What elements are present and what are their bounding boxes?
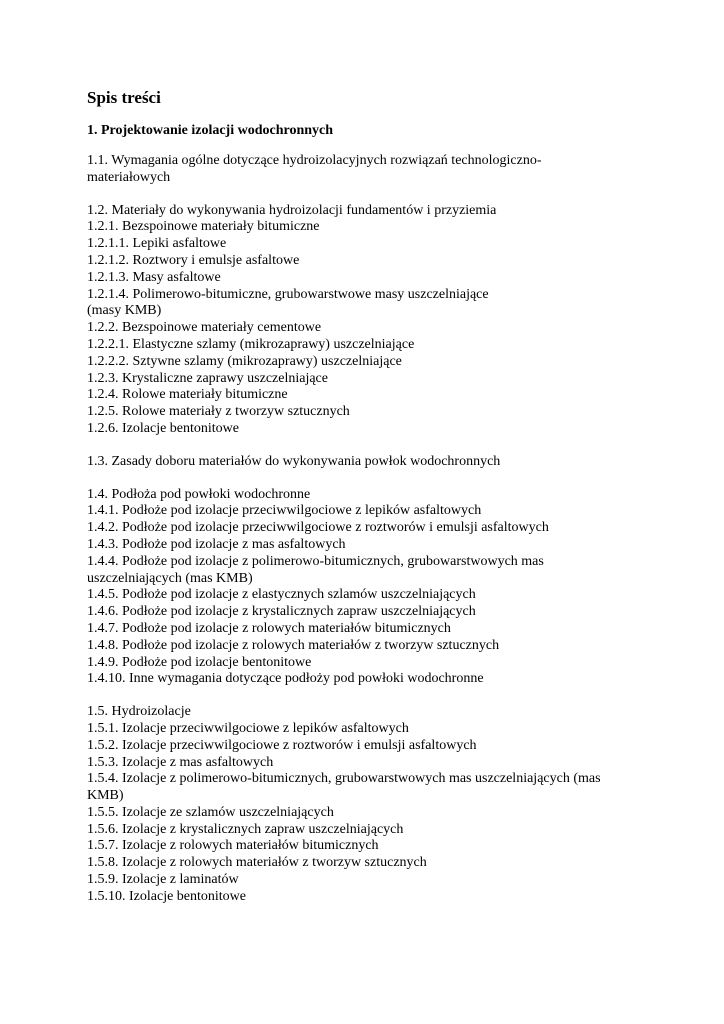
- toc-entry: 1.2.1.2. Roztwory i emulsje asfaltowe: [87, 252, 300, 268]
- document-page: [87, 86, 632, 922]
- toc-section: [87, 487, 632, 689]
- toc-entry: (masy KMB): [87, 303, 162, 319]
- toc-entry: 1.2.1.4. Polimerowo-bitumiczne, grubowarstwowe masy uszczelniające: [87, 286, 489, 302]
- toc-entry: 1.2.5. Rolowe materiały z tworzyw sztucznych: [87, 404, 350, 420]
- toc-entry: 1.3. Zasady doboru materiałów do wykonywania powłok wodochronnych: [87, 453, 501, 469]
- toc-entry: 1.5.10. Izolacje bentonitowe: [87, 888, 247, 904]
- toc-entry: 1.5.2. Izolacje przeciwwilgociowe z roztworów i emulsji asfaltowych: [87, 737, 477, 753]
- toc-entry: 1.4.9. Podłoże pod izolacje bentonitowe: [87, 654, 312, 670]
- toc-entry: 1.4.1. Podłoże pod izolacje przeciwwilgociowe z lepików asfaltowych: [87, 503, 482, 519]
- page-title: Spis treści: [87, 88, 161, 107]
- toc-entry: 1.4. Podłoża pod powłoki wodochronne: [87, 486, 311, 502]
- toc-entry: 1.2.1.1. Lepiki asfaltowe: [87, 236, 227, 252]
- toc-entry: 1.2.2.2. Sztywne szlamy (mikrozaprawy) uszczelniające: [87, 353, 402, 369]
- toc-entry: 1.5.8. Izolacje z rolowych materiałów z tworzyw sztucznych: [87, 855, 427, 871]
- toc-section: [87, 704, 632, 906]
- toc-entry: 1.2.4. Rolowe materiały bitumiczne: [87, 387, 288, 403]
- toc-entry: KMB): [87, 788, 124, 804]
- toc-entry: 1.1. Wymagania ogólne dotyczące hydroizolacyjnych rozwiązań technologiczno-: [87, 153, 542, 168]
- toc-entry: 1.4.3. Podłoże pod izolacje z mas asfaltowych: [87, 536, 346, 552]
- toc-entry: 1.5.4. Izolacje z polimerowo-bitumicznych, grubowarstwowych mas uszczelniających (mas: [87, 771, 601, 787]
- toc-entry: 1.4.2. Podłoże pod izolacje przeciwwilgociowe z roztworów i emulsji asfaltowych: [87, 520, 549, 536]
- toc-entry: uszczelniających (mas KMB): [87, 570, 253, 586]
- table-of-contents: [87, 153, 632, 906]
- toc-entry: materiałowych: [87, 169, 171, 185]
- toc-section: [87, 153, 632, 187]
- toc-entry: 1.5.7. Izolacje z rolowych materiałów bitumicznych: [87, 838, 379, 854]
- toc-section: [87, 454, 632, 471]
- toc-entry: 1.4.5. Podłoże pod izolacje z elastycznych szlamów uszczelniających: [87, 587, 476, 603]
- toc-entry: 1.4.10. Inne wymagania dotyczące podłoży pod powłoki wodochronne: [87, 671, 484, 687]
- toc-entry: 1.5.9. Izolacje z laminatów: [87, 872, 239, 888]
- chapter-heading: 1. Projektowanie izolacji wodochronnych: [87, 123, 334, 138]
- toc-entry: 1.2.2.1. Elastyczne szlamy (mikrozaprawy) uszczelniające: [87, 336, 415, 352]
- toc-entry: 1.4.8. Podłoże pod izolacje z rolowych materiałów z tworzyw sztucznych: [87, 637, 500, 653]
- toc-entry: 1.2.1. Bezspoinowe materiały bitumiczne: [87, 219, 320, 235]
- toc-entry: 1.2. Materiały do wykonywania hydroizolacji fundamentów i przyziemia: [87, 202, 497, 218]
- toc-entry: 1.5. Hydroizolacje: [87, 704, 191, 720]
- toc-entry: 1.4.4. Podłoże pod izolacje z polimerowo-bitumicznych, grubowarstwowych mas: [87, 553, 544, 569]
- toc-entry: 1.2.2. Bezspoinowe materiały cementowe: [87, 320, 322, 336]
- toc-entry: 1.5.6. Izolacje z krystalicznych zapraw uszczelniających: [87, 821, 404, 837]
- toc-entry: 1.4.6. Podłoże pod izolacje z krystalicznych zapraw uszczelniających: [87, 604, 476, 620]
- toc-section: [87, 203, 632, 438]
- toc-entry: 1.5.3. Izolacje z mas asfaltowych: [87, 754, 274, 770]
- toc-entry: 1.2.1.3. Masy asfaltowe: [87, 269, 221, 285]
- toc-entry: 1.5.1. Izolacje przeciwwilgociowe z lepików asfaltowych: [87, 720, 409, 736]
- toc-entry: 1.2.6. Izolacje bentonitowe: [87, 420, 240, 436]
- toc-entry: 1.4.7. Podłoże pod izolacje z rolowych materiałów bitumicznych: [87, 620, 451, 636]
- toc-entry: 1.5.5. Izolacje ze szlamów uszczelniających: [87, 804, 334, 820]
- toc-entry: 1.2.3. Krystaliczne zaprawy uszczelniające: [87, 370, 328, 386]
